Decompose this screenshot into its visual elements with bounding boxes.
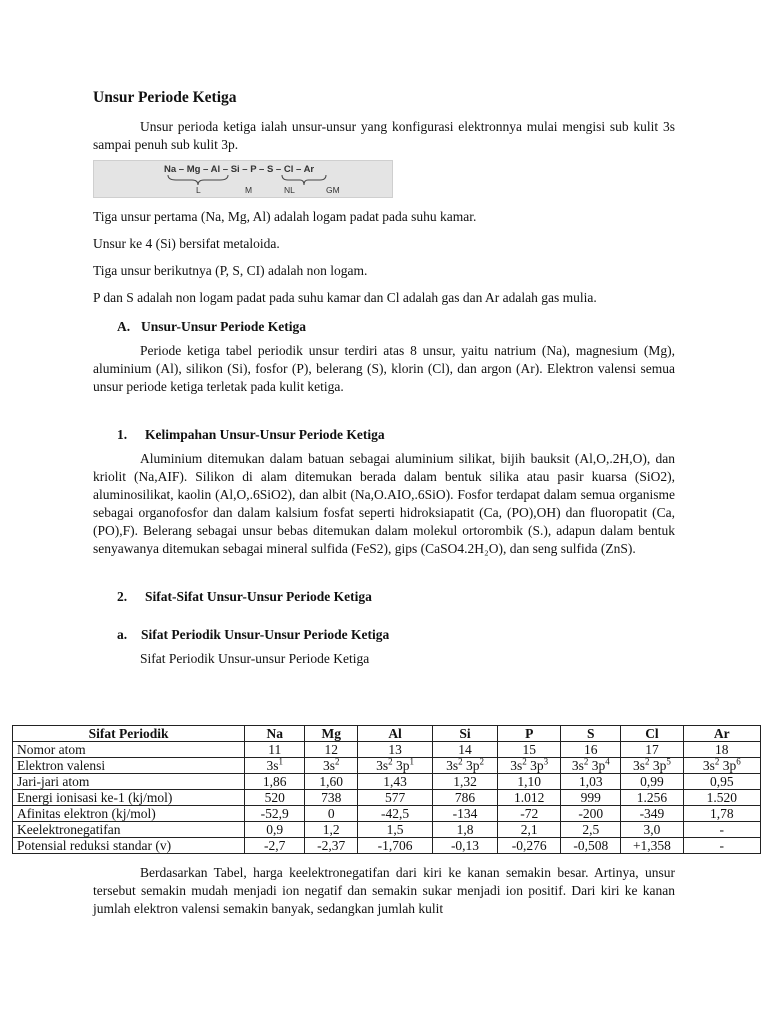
after-table-section	[93, 864, 675, 918]
row-label: Elektron valensi	[13, 758, 245, 774]
table-cell: -52,9	[245, 806, 305, 822]
brace-logam	[168, 175, 228, 185]
table-cell: 577	[358, 790, 433, 806]
section-1-title: Kelimpahan Unsur-Unsur Periode Ketiga	[145, 427, 385, 442]
group-label-m: M	[245, 185, 253, 195]
table-cell: -	[683, 822, 760, 838]
table-cell: 1,8	[432, 822, 497, 838]
table-cell: -0,508	[561, 838, 621, 854]
section-a-number: A.	[117, 319, 131, 334]
table-cell: 1,43	[358, 774, 433, 790]
header-property: Sifat Periodik	[13, 726, 245, 742]
section-2a-number: a.	[117, 627, 128, 642]
section-a-text: Periode ketiga tabel periodik unsur terdiri atas 8 unsur, yaitu natrium (Na), magnesium (Mg), aluminium (Al), silikon (Si), fosfor (P), belerang (S), klorin (Cl), dan argon (Ar). Elektron valensi semua unsur periode ketiga terletak pada kulit ketiga.	[93, 343, 675, 394]
table-cell: 0,99	[621, 774, 683, 790]
table-cell: 520	[245, 790, 305, 806]
section-1-heading	[93, 426, 675, 444]
table-cell: $3s^2$ $3p^2$	[432, 758, 497, 774]
table-cell: 0,9	[245, 822, 305, 838]
row-label: Jari-jari atom	[13, 774, 245, 790]
table-cell: 11	[245, 742, 305, 758]
section-a-heading	[93, 318, 675, 336]
section-2-title: Sifat-Sifat Unsur-Unsur Periode Ketiga	[145, 589, 372, 604]
element-sequence-graphic	[94, 161, 392, 197]
header-ar: Ar	[683, 726, 760, 742]
header-s: S	[561, 726, 621, 742]
table-cell: 12	[305, 742, 358, 758]
table-cell: -0,276	[498, 838, 561, 854]
table-cell: $3s^2$ $3p^4$	[561, 758, 621, 774]
section-2a-heading	[93, 626, 675, 644]
table-cell: 1,32	[432, 774, 497, 790]
header-al: Al	[358, 726, 433, 742]
table-caption: Sifat Periodik Unsur-unsur Periode Ketiga	[140, 651, 370, 666]
paragraph-nonlogam: Tiga unsur berikutnya (P, S, CI) adalah non logam.	[93, 263, 368, 278]
table-cell: -349	[621, 806, 683, 822]
table-cell: 13	[358, 742, 433, 758]
table-cell: $3s^2$	[305, 758, 358, 774]
header-mg: Mg	[305, 726, 358, 742]
table-cell: 1,03	[561, 774, 621, 790]
table-cell: 999	[561, 790, 621, 806]
row-label: Nomor atom	[13, 742, 245, 758]
table-cell: -134	[432, 806, 497, 822]
document-page	[93, 88, 675, 668]
brace-nonlogam	[282, 175, 326, 185]
section-1-number: 1.	[117, 427, 128, 442]
header-cl: Cl	[621, 726, 683, 742]
table-cell: 786	[432, 790, 497, 806]
periodic-properties-table	[12, 725, 761, 854]
row-label: Afinitas elektron (kj/mol)	[13, 806, 245, 822]
table-body	[13, 742, 761, 854]
section-1-text: Aluminium ditemukan dalam batuan sebagai aluminium silikat, bijih bauksit (Al,O,.2H,O), dan kriolit (Na,AIF). Silikon di alam ditemukan berada dalam bentuk silika atau pasir kuarsa (SiO2), aluminosilikat, kaolin (Al,O,.6SiO2), dan albit (Na,O.AIO,.6SiO). Fosfor terdapat dalam semua organisme sebagai organofosfor dan dalam kalsium fosfat seperti hidroksiapatit (Ca, (PO),OH) dan fluoropatit (Ca, (PO),F). Belerang sebagai unsur bebas ditemukan dalam molekul ortorombik (S.), adapun dalam bentuk senyawanya ditemukan sebagai mineral sulfida (FeS2), gips (CaSO4.2H₂O), dan seng sulfida (ZnS).	[93, 451, 675, 556]
table-cell: 14	[432, 742, 497, 758]
table-cell: 2,1	[498, 822, 561, 838]
group-label-gm: GM	[326, 185, 340, 195]
row-label: Keelektronegatifan	[13, 822, 245, 838]
table-cell: 15	[498, 742, 561, 758]
row-label: Energi ionisasi ke-1 (kj/mol)	[13, 790, 245, 806]
group-label-nl: NL	[284, 185, 295, 195]
header-si: Si	[432, 726, 497, 742]
table-cell: 0	[305, 806, 358, 822]
after-table-text: Berdasarkan Tabel, harga keelektronegatifan dari kiri ke kanan semakin besar. Artinya, unsur tersebut semakin mudah menjadi ion negatif dan semakin sukar menjadi ion positif. Dari kiri ke kanan jumlah elektron valensi semakin banyak, sedangkan jumlah kulit	[93, 865, 675, 916]
table-row	[13, 838, 761, 854]
table-cell: +1,358	[621, 838, 683, 854]
table-cell: -72	[498, 806, 561, 822]
intro-paragraph: Unsur perioda ketiga ialah unsur-unsur yang konfigurasi elektronnya mulai mengisi sub kulit 3s sampai penuh sub kulit 3p.	[93, 119, 675, 152]
table-cell: -2,7	[245, 838, 305, 854]
table-cell: $3s^2$ $3p^3$	[498, 758, 561, 774]
paragraph-logam: Tiga unsur pertama (Na, Mg, Al) adalah logam padat pada suhu kamar.	[93, 209, 477, 224]
table-cell: 2,5	[561, 822, 621, 838]
header-na: Na	[245, 726, 305, 742]
row-label: Potensial reduksi standar (v)	[13, 838, 245, 854]
element-sequence-figure	[93, 160, 393, 198]
table-cell: 1.012	[498, 790, 561, 806]
paragraph-metaloida: Unsur ke 4 (Si) bersifat metaloida.	[93, 236, 280, 251]
table-cell: -42,5	[358, 806, 433, 822]
table-cell: 738	[305, 790, 358, 806]
table-cell: -1,706	[358, 838, 433, 854]
table-header-row	[13, 726, 761, 742]
group-label-l: L	[196, 185, 201, 195]
table-cell: -0,13	[432, 838, 497, 854]
table-row	[13, 742, 761, 758]
table-cell: 1,60	[305, 774, 358, 790]
table-cell: 1,78	[683, 806, 760, 822]
section-2-number: 2.	[117, 589, 128, 604]
table-cell: -	[683, 838, 760, 854]
table-cell: 1.520	[683, 790, 760, 806]
table-row	[13, 774, 761, 790]
header-p: P	[498, 726, 561, 742]
table-cell: 1,5	[358, 822, 433, 838]
paragraph-gas: P dan S adalah non logam padat pada suhu kamar dan Cl adalah gas dan Ar adalah gas mulia.	[93, 290, 597, 305]
page-title: Unsur Periode Ketiga	[93, 89, 237, 106]
table-cell: 16	[561, 742, 621, 758]
table-cell: 18	[683, 742, 760, 758]
table-cell: $3s^2$ $3p^6$	[683, 758, 760, 774]
table-cell: 17	[621, 742, 683, 758]
table-cell: 1,2	[305, 822, 358, 838]
table-cell: $3s^2$ $3p^1$	[358, 758, 433, 774]
table-row	[13, 806, 761, 822]
table-cell: $3s^2$ $3p^5$	[621, 758, 683, 774]
table-row	[13, 758, 761, 774]
table-cell: 1,10	[498, 774, 561, 790]
table-cell: $3s^1$	[245, 758, 305, 774]
section-2a-title: Sifat Periodik Unsur-Unsur Periode Ketiga	[141, 627, 390, 642]
table-cell: 1,86	[245, 774, 305, 790]
table-cell: -2,37	[305, 838, 358, 854]
table-cell: -200	[561, 806, 621, 822]
table-cell: 3,0	[621, 822, 683, 838]
element-sequence-text: Na – Mg – Al – Si – P – S – Cl – Ar	[164, 164, 315, 175]
table-row	[13, 822, 761, 838]
table-cell: 1.256	[621, 790, 683, 806]
section-a-title: Unsur-Unsur Periode Ketiga	[141, 319, 306, 334]
table-cell: 0,95	[683, 774, 760, 790]
table-row	[13, 790, 761, 806]
section-2-heading	[93, 588, 675, 606]
